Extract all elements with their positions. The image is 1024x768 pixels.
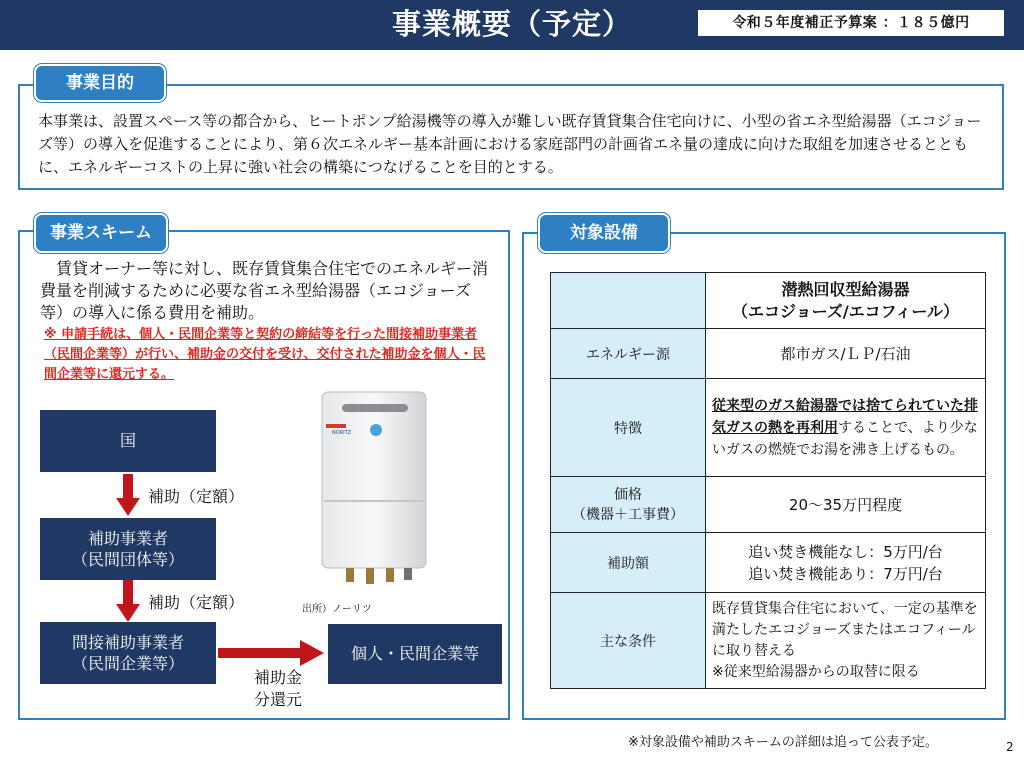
water-heater-image <box>316 390 432 586</box>
flow-arrow-down-2 <box>116 580 140 622</box>
scheme-note: ※ 申請手続は、個人・民間企業等と契約の締結等を行った間接補助事業者（民間企業等）が行い、補助金の交付を受け、交付された補助金を個人・民間企業等に還元する。 <box>44 327 486 382</box>
row-label-conditions: 主な条件 <box>551 593 706 689</box>
subsidy-line-2: 追い焚き機能あり：7万円/台 <box>748 564 943 583</box>
row-label-price-line2: （機器＋工事費） <box>572 506 684 523</box>
table-header-row <box>551 273 986 329</box>
table-row <box>551 533 986 593</box>
conditions-note: ※従来型給湯器からの取替に限る <box>712 663 920 680</box>
flow-label-rebate-line1: 補助金 <box>253 668 302 687</box>
row-label-feature: 特徴 <box>551 379 706 477</box>
flow-box-indirect-operator-line2: （民間企業等） <box>71 654 184 673</box>
footer-note: ※対象設備や補助スキームの詳細は追って公表予定。 <box>628 735 938 750</box>
row-value-subsidy <box>706 533 986 593</box>
flow-box-individuals: 個人・民間企業等 <box>328 624 502 684</box>
subsidy-line-1: 追い焚き機能なし：5万円/台 <box>748 542 943 561</box>
flow-box-subsidy-operator-line2: （民間団体等） <box>71 550 184 569</box>
flow-box-subsidy-operator <box>40 518 216 580</box>
budget-badge: 令和５年度補正予算案 ：１８５億円 <box>698 10 1004 36</box>
flow-box-government: 国 <box>40 410 216 472</box>
row-value-conditions <box>706 593 986 689</box>
flow-label-subsidy-1: 補助（定額） <box>148 487 245 506</box>
row-value-price: 20～35万円程度 <box>706 477 986 533</box>
table-row <box>551 329 986 379</box>
table-header-cell <box>706 273 986 329</box>
flow-arrow-down-1 <box>116 474 140 516</box>
feature-rest: することで、より少ないガスの燃焼でお湯を沸き上げるもの。 <box>712 419 978 458</box>
flow-arrow-right <box>218 640 328 666</box>
table-corner-cell <box>551 273 706 329</box>
flow-label-rebate-line2: 分還元 <box>253 690 302 709</box>
row-label-price-line1: 価格 <box>614 486 642 503</box>
table-row <box>551 477 986 533</box>
flow-box-subsidy-operator-line1: 補助事業者 <box>87 529 168 548</box>
equipment-heading: 対象設備 <box>538 213 670 253</box>
page-number: 2 <box>1006 740 1014 754</box>
flow-box-indirect-operator-line1: 間接補助事業者 <box>71 633 184 652</box>
flow-box-indirect-operator <box>40 622 216 684</box>
row-value-feature <box>706 379 986 477</box>
equipment-table <box>550 272 986 689</box>
scheme-heading: 事業スキーム <box>34 213 168 253</box>
row-label-subsidy: 補助額 <box>551 533 706 593</box>
row-value-energy: 都市ガス/ＬＰ/石油 <box>706 329 986 379</box>
feature-highlight: 従来型のガス給湯器では捨てられていた排気ガスの熱を再利用 <box>712 397 978 436</box>
purpose-heading: 事業目的 <box>34 64 166 102</box>
table-header-line2: （エコジョーズ/エコフィール） <box>731 301 960 321</box>
purpose-text: 本事業は、設置スペース等の都合から、ヒートポンプ給湯機等の導入が難しい既存賃貸集合住宅向けに、小型の省エネ型給湯器（エコジョーズ等）の導入を促進することにより、第６次エネルギー基本計画における家庭部門の計画省エネ量の達成に向けた取組を加速させるとともに、エネルギーコストの上昇に強い社会の構築につなげることを目的とする。 <box>38 112 982 176</box>
flow-label-subsidy-2: 補助（定額） <box>148 593 245 612</box>
row-label-price <box>551 477 706 533</box>
conditions-text: 既存賃貸集合住宅において、一定の基準を満たしたエコジョーズまたはエコフィールに取り替える <box>712 600 978 659</box>
image-source-caption: 出所）ノーリツ <box>302 604 372 615</box>
row-label-energy: エネルギー源 <box>551 329 706 379</box>
scheme-description: 賃貸オーナー等に対し、既存賃貸集合住宅でのエネルギー消費量を削減するために必要な省エネ型給湯器（エコジョーズ等）の導入に係る費用を補助。 <box>40 259 489 322</box>
flow-label-rebate <box>248 667 308 711</box>
table-row <box>551 379 986 477</box>
table-row <box>551 593 986 689</box>
brand-logo: NORITZ <box>332 430 352 436</box>
page-title: 事業概要（予定） <box>391 7 632 41</box>
table-header-line1: 潜熱回収型給湯器 <box>781 279 910 299</box>
